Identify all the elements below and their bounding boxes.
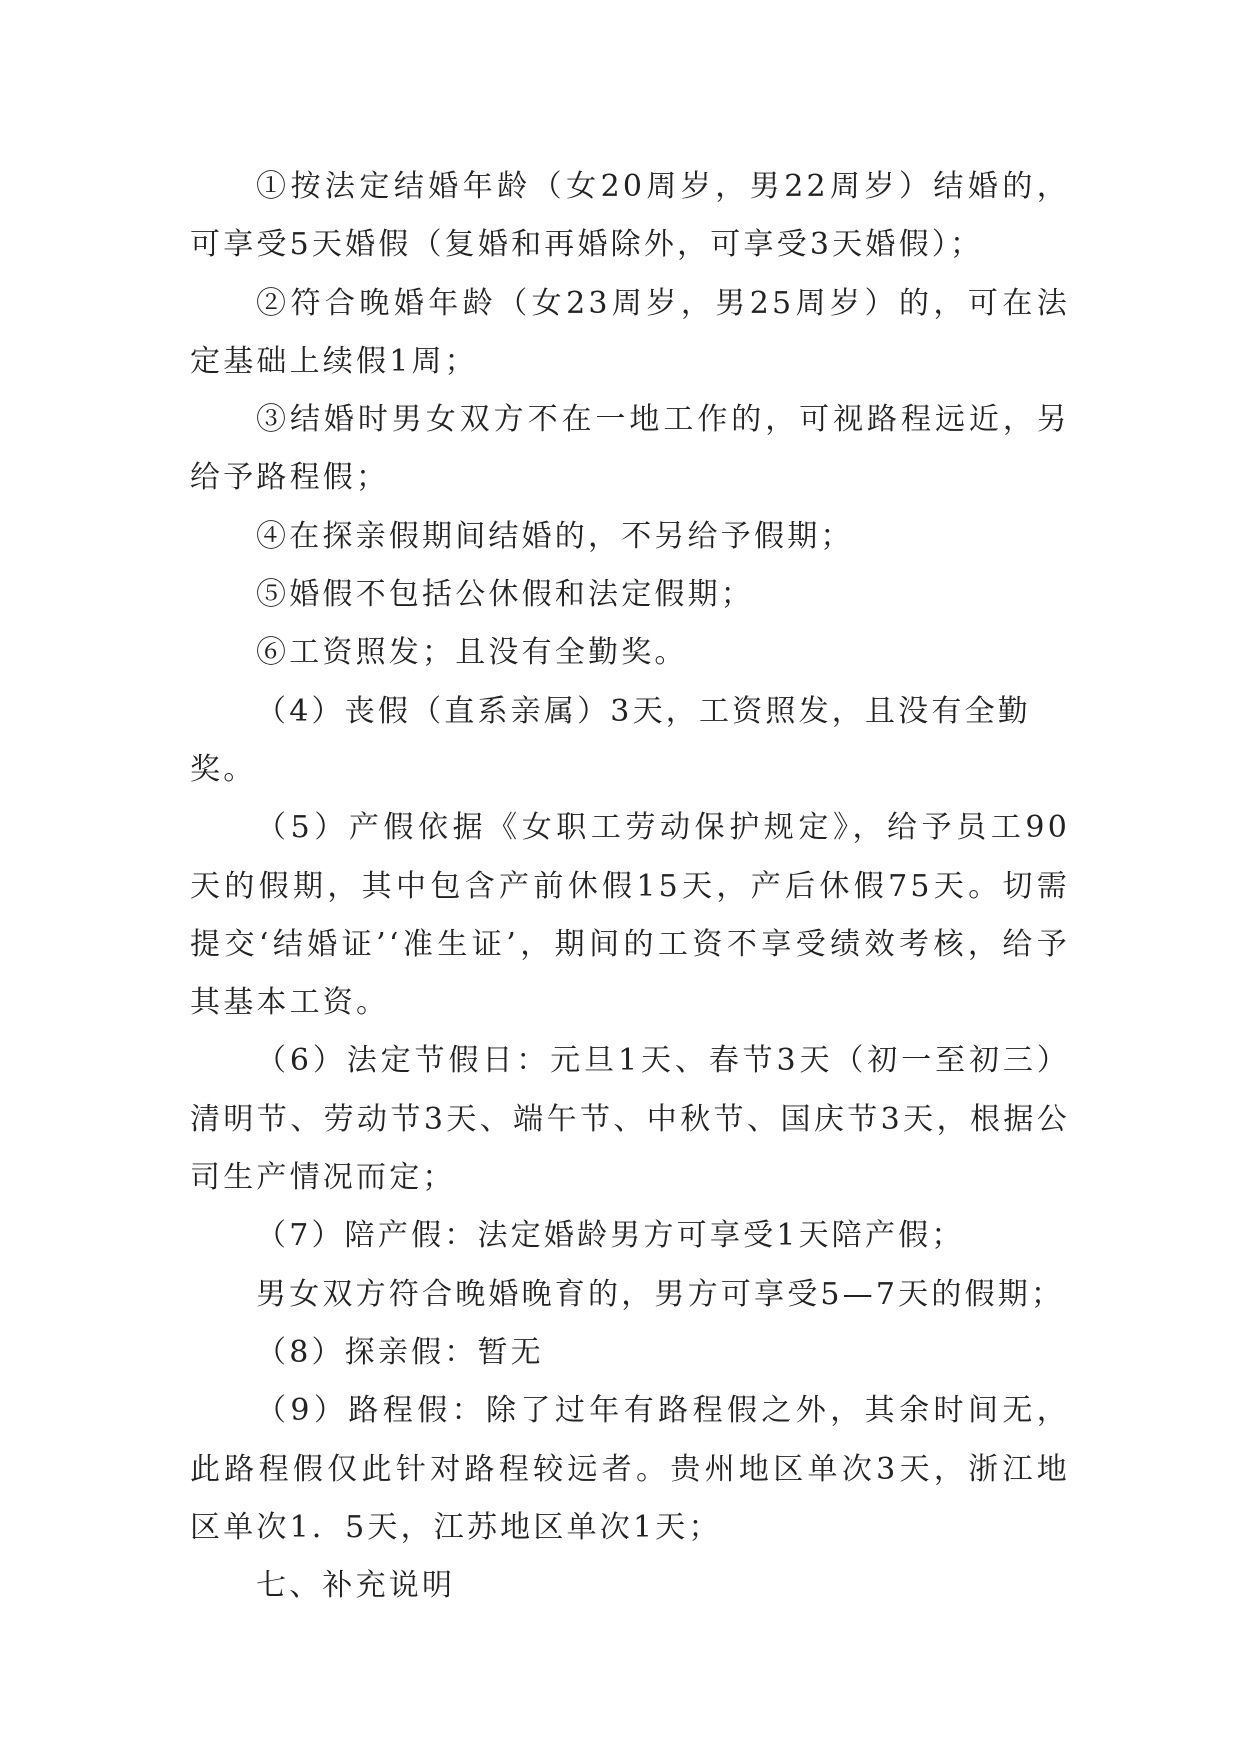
paragraph-marriage-leave-5: ⑤婚假不包括公休假和法定假期； [256,577,754,613]
paragraph-marriage-leave-4: ④在探亲假期间结婚的，不另给予假期； [256,518,854,554]
paragraph-home-visit-leave: （8）探亲假：暂无 [256,1334,544,1370]
document-body [190,158,1070,1615]
paragraph-marriage-leave-2: ②符合晚婚年龄（女23周岁，男25周岁）的，可在法定基础上续假1周； [190,285,1070,379]
paragraph-public-holidays: （6）法定节假日：元旦1天、春节3天（初一至初三）清明节、劳动节3天、端午节、中秋节、国庆节3天，根据公司生产情况而定； [190,1043,1070,1196]
paragraph-marriage-leave-1: ①按法定结婚年龄（女20周岁，男22周岁）结婚的，可享受5天婚假（复婚和再婚除外，可享受3天婚假）； [190,169,1070,263]
paragraph-travel-leave: （9）路程假：除了过年有路程假之外，其余时间无，此路程假仅此针对路程较远者。贵州地区单次3天，浙江地区单次1．5天，江苏地区单次1天； [190,1393,1070,1545]
paragraph-bereavement-leave: （4）丧假（直系亲属）3天，工资照发，且没有全勤奖。 [190,693,1031,787]
paragraph-paternity-late-marriage: 男女双方符合晚婚晚育的，男方可享受5—7天的假期； [256,1276,1065,1312]
section-heading-supplementary: 七、补充说明 [256,1568,456,1604]
paragraph-marriage-leave-6: ⑥工资照发；且没有全勤奖。 [256,635,688,671]
paragraph-paternity-leave: （7）陪产假：法定婚龄男方可享受1天陪产假； [256,1218,965,1254]
paragraph-marriage-leave-3: ③结婚时男女双方不在一地工作的，可视路程远近，另给予路程假； [190,402,1070,496]
paragraph-maternity-leave: （5）产假依据《女职工劳动保护规定》，给予员工90天的假期，其中包含产前休假15天，产后休假75天。切需提交‘结婚证’‘准生证’，期间的工资不享受绩效考核，给予其基本工资。 [190,810,1070,1021]
